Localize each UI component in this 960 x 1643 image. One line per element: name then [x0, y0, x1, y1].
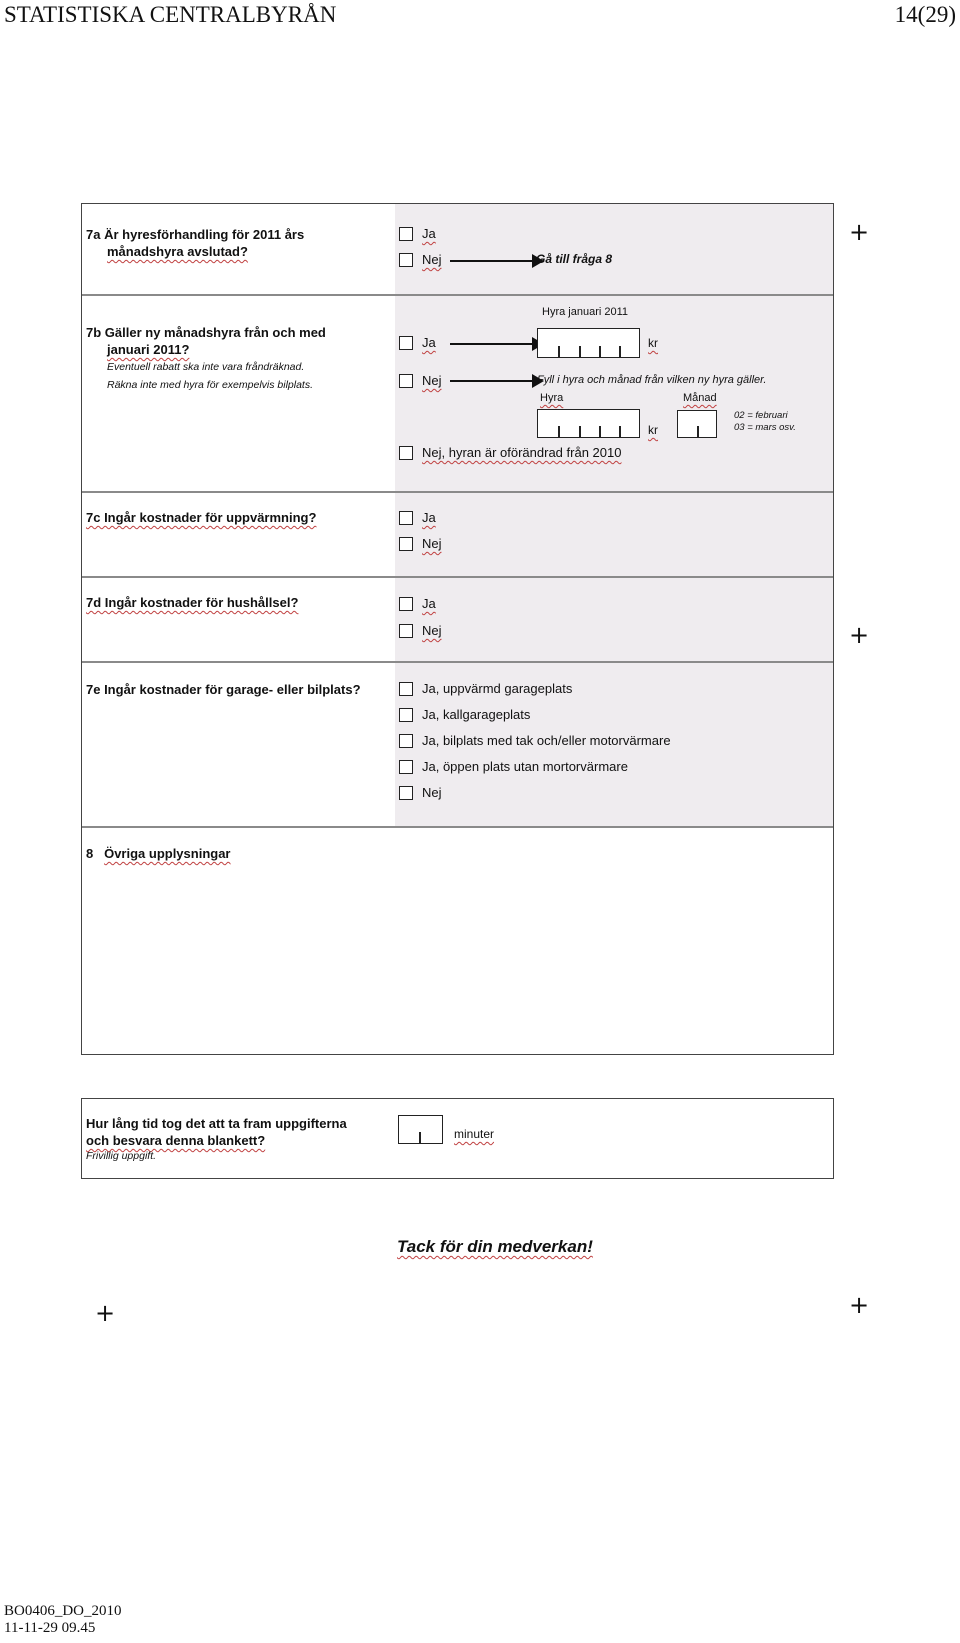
q7c-no-option[interactable]: Nej [399, 536, 442, 551]
q7e-option[interactable]: Ja, kallgarageplats [399, 707, 530, 722]
checkbox[interactable] [399, 760, 413, 774]
registration-mark: + [849, 218, 870, 246]
checkbox[interactable] [399, 597, 413, 611]
checkbox[interactable] [399, 336, 413, 350]
question-7a: 7a Är hyresförhandling för 2011 års månadshyra avslutad? [86, 227, 305, 259]
question-7b: 7b Gäller ny månadshyra från och med januari 2011? Eventuell rabatt ska inte vara fråndräknad. Räkna inte med hyra för exempelvis bilplats. [86, 325, 326, 391]
currency-label: kr [648, 423, 658, 437]
thank-you-message: Tack för din medverkan! [397, 1237, 593, 1256]
month-label: Månad [683, 392, 717, 404]
rent-label: Hyra [540, 392, 564, 404]
q7c-yes-option[interactable]: Ja [399, 510, 436, 525]
checkbox[interactable] [399, 227, 413, 241]
q7e-option[interactable]: Ja, öppen plats utan mortorvärmare [399, 759, 628, 774]
survey-form [81, 203, 834, 1055]
checkbox[interactable] [399, 734, 413, 748]
q7b-no-option[interactable]: Nej [399, 373, 442, 388]
arrow-right-icon [450, 343, 542, 345]
divider [82, 826, 833, 828]
question-7e: 7e Ingår kostnader för garage- eller bilplats? [86, 682, 361, 697]
currency-label: kr [648, 336, 658, 350]
month-example-2: 03 = mars osv. [734, 422, 796, 433]
question-8: 8 Övriga upplysningar [86, 846, 231, 861]
q7a-no-option[interactable]: Nej [399, 252, 442, 267]
month-example-1: 02 = februari [734, 410, 788, 421]
question-7c: 7c Ingår kostnader för uppvärmning? [86, 510, 317, 525]
divider [82, 661, 833, 663]
fill-instruction: Fyll i hyra och månad från vilken ny hyra gäller. [537, 374, 767, 386]
arrow-right-icon [450, 380, 542, 382]
q7d-yes-option[interactable]: Ja [399, 596, 436, 611]
registration-mark: + [95, 1299, 116, 1327]
q7e-option[interactable]: Ja, uppvärmd garageplats [399, 681, 572, 696]
q7a-yes-option[interactable]: Ja [399, 226, 436, 241]
time-question-box [81, 1098, 834, 1179]
registration-mark: + [849, 621, 870, 649]
other-information-area[interactable] [86, 874, 829, 1050]
checkbox[interactable] [399, 253, 413, 267]
page-number: 14(29) [894, 2, 956, 27]
q7b-unchanged-option[interactable]: Nej, hyran är oförändrad från 2010 [399, 445, 621, 460]
divider [82, 294, 833, 296]
time-question: Hur lång tid tog det att ta fram uppgifterna och besvara denna blankett? Frivillig uppgift. [86, 1116, 347, 1162]
checkbox[interactable] [399, 624, 413, 638]
checkbox[interactable] [399, 708, 413, 722]
checkbox[interactable] [399, 446, 413, 460]
divider [82, 576, 833, 578]
minutes-label: minuter [454, 1127, 495, 1141]
question-7d: 7d Ingår kostnader för hushållsel? [86, 595, 299, 610]
minutes-input[interactable] [398, 1115, 443, 1144]
month-input[interactable] [677, 410, 717, 438]
goto-instruction: Gå till fråga 8 [536, 252, 613, 266]
registration-mark: + [849, 1291, 870, 1319]
timestamp: 11-11-29 09.45 [4, 1620, 96, 1636]
rent-january-label: Hyra januari 2011 [542, 306, 629, 318]
checkbox[interactable] [399, 511, 413, 525]
divider [82, 491, 833, 493]
organization-name: STATISTISKA CENTRALBYRÅN [4, 2, 337, 27]
checkbox[interactable] [399, 682, 413, 696]
q7b-yes-option[interactable]: Ja [399, 335, 436, 350]
rent-january-input[interactable] [537, 328, 640, 358]
new-rent-input[interactable] [537, 409, 640, 438]
checkbox[interactable] [399, 786, 413, 800]
q7d-no-option[interactable]: Nej [399, 623, 442, 638]
q7e-option[interactable]: Ja, bilplats med tak och/eller motorvärmare [399, 733, 671, 748]
footer [4, 1603, 122, 1637]
q7e-option[interactable]: Nej [399, 785, 442, 800]
checkbox[interactable] [399, 374, 413, 388]
form-code: BO0406_DO_2010 [4, 1603, 122, 1619]
arrow-right-icon [450, 260, 542, 262]
checkbox[interactable] [399, 537, 413, 551]
